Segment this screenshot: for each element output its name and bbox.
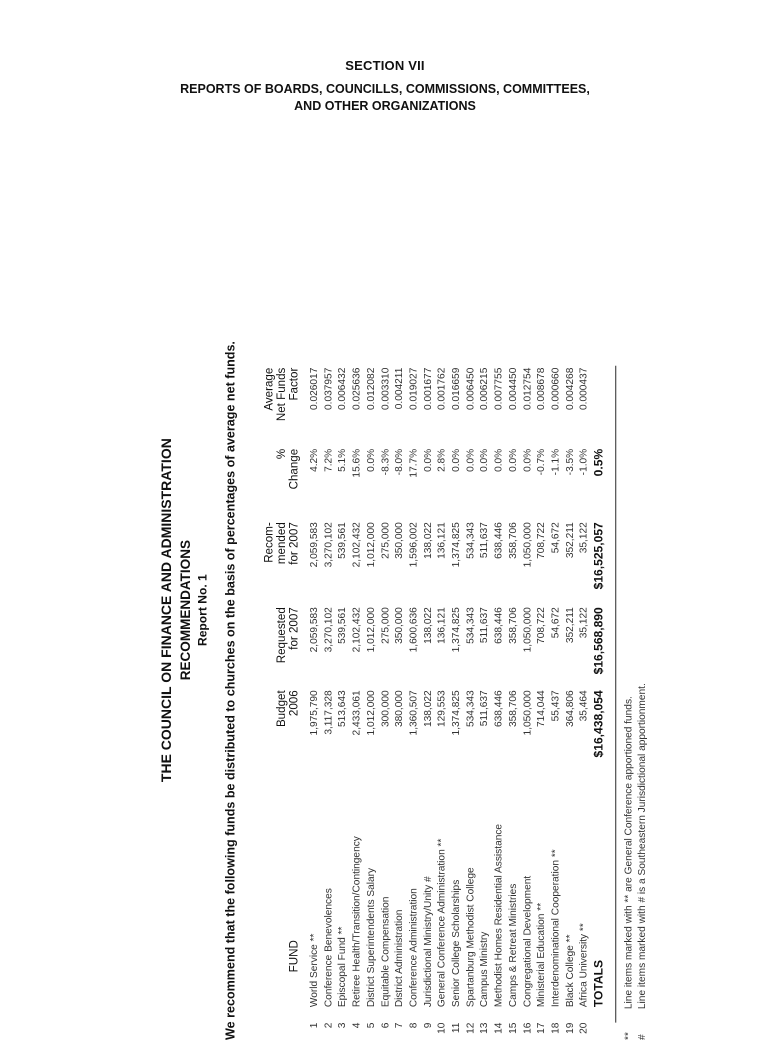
totals-requested: $16,568,890 — [592, 607, 606, 675]
table-row — [450, 354, 464, 1040]
net-funds-factor: 0.019027 — [407, 367, 420, 410]
section-title-line-2: AND OTHER ORGANIZATIONS — [294, 99, 476, 113]
budget-2006: 714,044 — [535, 690, 547, 727]
fund-name: Retiree Health/Transition/Contingency — [350, 836, 363, 1008]
percent-change: -3.5% — [563, 448, 576, 476]
budget-2006: 364,806 — [563, 690, 576, 727]
footnote-text: Line items marked with ** are General Conference apportioned funds. — [623, 696, 635, 1010]
totals-row — [592, 354, 609, 1040]
fund-name: General Conference Administration ** — [435, 838, 448, 1008]
budget-2006: 1,374,825 — [450, 690, 462, 736]
row-number: 2 — [322, 1022, 334, 1029]
header-line: Net Funds — [274, 367, 288, 422]
requested-2007: 358,706 — [506, 607, 519, 644]
table-row — [407, 354, 421, 1040]
recommended-2007: 1,012,000 — [364, 522, 377, 568]
recommended-2007: 1,596,002 — [407, 522, 420, 568]
recommended-2007: 1,050,000 — [521, 522, 533, 568]
table-row — [308, 354, 322, 1040]
recommended-2007: 708,722 — [535, 522, 547, 559]
requested-2007: 136,121 — [435, 607, 448, 644]
table-row — [478, 354, 492, 1040]
budget-2006: 300,000 — [379, 690, 391, 727]
percent-change: -8.3% — [379, 448, 391, 476]
percent-change: 4.2% — [308, 448, 320, 472]
section-number: SECTION VII — [345, 58, 425, 73]
requested-2007: 539,561 — [336, 607, 349, 644]
budget-2006: 1,012,000 — [364, 690, 377, 736]
recommended-2007: 539,561 — [336, 522, 349, 559]
header-line: mended — [274, 522, 288, 565]
fund-name: Camps & Retreat Ministries — [506, 883, 519, 1008]
percent-change: -8.0% — [393, 448, 405, 476]
fund-name: Campus Ministry — [478, 931, 491, 1008]
net-funds-factor: 0.026017 — [308, 367, 320, 410]
percent-change: 0.0% — [492, 448, 505, 472]
column-header-fund: FUND — [286, 940, 301, 973]
net-funds-factor: 0.000660 — [549, 367, 562, 410]
requested-2007: 2,102,432 — [350, 607, 363, 653]
table-row — [549, 354, 563, 1040]
header-line: Factor — [286, 367, 301, 401]
totals-recommended: $16,525,057 — [592, 522, 606, 590]
net-funds-factor: 0.001677 — [421, 367, 434, 410]
budget-2006: 1,360,507 — [407, 690, 420, 736]
budget-2006: 511,637 — [478, 690, 491, 727]
recommended-2007: 534,343 — [464, 522, 476, 559]
requested-2007: 511,637 — [478, 607, 491, 644]
recommended-2007: 350,000 — [393, 522, 405, 559]
table-row — [365, 354, 379, 1040]
percent-change: 7.2% — [322, 448, 334, 472]
header-line: for 2007 — [286, 522, 301, 565]
percent-change: -0.7% — [535, 448, 547, 476]
row-number: 11 — [450, 1022, 462, 1034]
requested-2007: 638,446 — [492, 607, 505, 644]
fund-name: Interdenominational Cooperation ** — [549, 849, 562, 1008]
report-title: THE COUNCIL ON FINANCE AND ADMINISTRATION — [159, 438, 175, 783]
percent-change: 2.8% — [435, 448, 448, 472]
net-funds-factor: 0.004211 — [393, 367, 405, 410]
net-funds-factor: 0.003310 — [379, 367, 391, 410]
budget-2006: 358,706 — [506, 690, 519, 727]
budget-2006: 2,433,061 — [350, 690, 363, 736]
recommended-2007: 35,122 — [577, 522, 590, 554]
requested-2007: 350,000 — [393, 607, 405, 644]
footnote-text: Line items marked with # is a Southeastern Jurisdictional apportionment. — [636, 683, 649, 1010]
fund-name: Jurisdictional Ministry/Unity # — [421, 876, 434, 1008]
report-number: Report No. 1 — [196, 574, 210, 647]
row-number: 18 — [549, 1022, 562, 1034]
table-row — [464, 354, 478, 1040]
fund-name: Conference Benevolences — [322, 888, 334, 1008]
column-header-requested — [275, 607, 300, 677]
requested-2007: 1,050,000 — [521, 607, 533, 653]
recommended-2007: 638,446 — [492, 522, 505, 559]
net-funds-factor: 0.037957 — [322, 367, 334, 410]
table-row — [578, 354, 592, 1040]
header-line: 2006 — [286, 690, 301, 717]
column-header-factor — [263, 368, 301, 438]
recommended-2007: 352,211 — [563, 522, 576, 559]
recommended-2007: 275,000 — [379, 522, 391, 559]
fund-name: Ministerial Education ** — [535, 902, 547, 1008]
net-funds-factor: 0.006215 — [478, 367, 491, 410]
header-line: Recom- — [261, 522, 276, 563]
row-number: 4 — [350, 1022, 363, 1029]
row-number: 20 — [577, 1022, 590, 1034]
row-number: 16 — [521, 1022, 533, 1034]
row-number: 12 — [464, 1022, 476, 1034]
budget-2006: 380,000 — [393, 690, 405, 727]
requested-2007: 35,122 — [577, 607, 590, 639]
recommended-2007: 2,102,432 — [350, 522, 363, 568]
recommended-2007: 1,374,825 — [450, 522, 462, 568]
percent-change: 5.1% — [336, 448, 349, 472]
budget-2006: 3,117,328 — [322, 690, 334, 735]
row-number: 17 — [535, 1022, 547, 1034]
recommended-2007: 54,672 — [549, 522, 562, 554]
net-funds-factor: 0.001762 — [435, 367, 448, 410]
header-line: Change — [286, 448, 301, 490]
recommended-2007: 2,059,583 — [308, 522, 320, 568]
percent-change: 0.0% — [421, 448, 434, 472]
percent-change: 0.0% — [478, 448, 491, 472]
header-line: Budget — [274, 690, 288, 728]
requested-2007: 708,722 — [535, 607, 547, 644]
table-row — [507, 354, 521, 1040]
row-number: 5 — [364, 1022, 377, 1029]
row-number: 19 — [563, 1022, 576, 1034]
budget-2006: 513,643 — [336, 690, 349, 727]
percent-change: 15.6% — [350, 448, 363, 478]
row-number: 1 — [308, 1022, 320, 1029]
net-funds-factor: 0.006450 — [464, 367, 476, 410]
table-row — [422, 354, 436, 1040]
fund-name: Congregational Development — [521, 875, 533, 1008]
rotated-report-page — [140, 180, 720, 1040]
table-row — [521, 354, 535, 1040]
table-row — [336, 354, 350, 1040]
requested-2007: 54,672 — [549, 607, 562, 639]
percent-change: -1.1% — [549, 448, 562, 476]
column-header-change — [275, 449, 300, 509]
table-row — [436, 354, 450, 1040]
table-row — [564, 354, 578, 1040]
percent-change: 0.0% — [364, 448, 377, 472]
fund-name: Methodist Homes Residential Assistance — [492, 823, 505, 1008]
recommended-2007: 138,022 — [421, 522, 434, 559]
budget-2006: 129,553 — [435, 690, 448, 727]
fund-name: Episcopal Fund ** — [336, 926, 349, 1008]
row-number: 15 — [506, 1022, 519, 1034]
header-line: % — [274, 448, 288, 460]
requested-2007: 1,012,000 — [364, 607, 377, 653]
row-number: 10 — [435, 1022, 448, 1034]
budget-2006: 35,464 — [577, 690, 590, 722]
fund-name: Africa University ** — [577, 923, 590, 1008]
net-funds-factor: 0.025636 — [350, 367, 363, 410]
report-subtitle: RECOMMENDATIONS — [177, 540, 194, 681]
requested-2007: 275,000 — [379, 607, 391, 644]
percent-change: 0.0% — [506, 448, 519, 472]
requested-2007: 2,059,583 — [308, 607, 320, 653]
budget-2006: 55,437 — [549, 690, 562, 722]
footnote-symbol: # — [636, 1034, 649, 1040]
fund-name: District Administration — [393, 909, 405, 1008]
fund-name: Equitable Compensation — [379, 896, 391, 1008]
row-number: 14 — [492, 1022, 505, 1034]
fund-name: Black College ** — [563, 934, 576, 1008]
net-funds-factor: 0.008678 — [535, 367, 547, 410]
net-funds-factor: 0.016659 — [450, 367, 462, 410]
totals-budget: $16,438,054 — [592, 690, 606, 758]
percent-change: 0.0% — [464, 448, 476, 472]
fund-name: District Superintendents Salary — [364, 867, 377, 1008]
header-line: Requested — [274, 607, 288, 664]
net-funds-factor: 0.012082 — [364, 367, 377, 410]
percent-change: 0.0% — [521, 448, 533, 472]
row-number: 8 — [407, 1022, 420, 1029]
net-funds-factor: 0.012754 — [521, 367, 533, 410]
column-header-recommended — [263, 522, 301, 592]
recommended-2007: 3,270,102 — [322, 522, 334, 568]
table-row — [535, 354, 549, 1040]
section-title-line-1: REPORTS OF BOARDS, COUNCILLS, COMMISSIONS, COMMITTEES, — [180, 82, 590, 96]
row-number: 3 — [336, 1022, 349, 1029]
percent-change: 17.7% — [407, 448, 420, 478]
table-row — [322, 354, 336, 1040]
recommended-2007: 511,637 — [478, 522, 491, 559]
requested-2007: 1,600,636 — [407, 607, 420, 653]
recommendation-text: We recommend that the following funds be distributed to churches on the basis of percentages of average net funds. — [223, 341, 238, 1040]
fund-name: Senior College Scholarships — [450, 879, 462, 1008]
column-header-budget — [275, 690, 300, 758]
net-funds-factor: 0.004450 — [506, 367, 519, 410]
table-row — [351, 354, 365, 1040]
requested-2007: 534,343 — [464, 607, 476, 644]
budget-2006: 1,975,790 — [308, 690, 320, 736]
footnote-symbol: ** — [623, 1032, 635, 1040]
table-row — [393, 354, 407, 1040]
fund-name: Spartanburg Methodist College — [464, 867, 476, 1008]
row-number: 13 — [478, 1022, 491, 1034]
budget-2006: 1,050,000 — [521, 690, 533, 736]
requested-2007: 352,211 — [563, 607, 576, 644]
requested-2007: 138,022 — [421, 607, 434, 644]
budget-2006: 534,343 — [464, 690, 476, 727]
totals-change: 0.5% — [592, 448, 606, 477]
recommended-2007: 136,121 — [435, 522, 448, 559]
table-row — [493, 354, 507, 1040]
row-number: 7 — [393, 1022, 405, 1029]
requested-2007: 3,270,102 — [322, 607, 334, 653]
row-number: 6 — [379, 1022, 391, 1029]
fund-name: Conference Administration — [407, 888, 420, 1008]
percent-change: -1.0% — [577, 448, 590, 476]
header-line: Average — [261, 367, 276, 411]
fund-name: World Service ** — [308, 933, 320, 1008]
net-funds-factor: 0.006432 — [336, 367, 349, 410]
table-row — [379, 354, 393, 1040]
recommended-2007: 358,706 — [506, 522, 519, 559]
requested-2007: 1,374,825 — [450, 607, 462, 653]
footnote-divider — [615, 366, 616, 1023]
net-funds-factor: 0.000437 — [577, 367, 590, 410]
percent-change: 0.0% — [450, 448, 462, 472]
row-number: 9 — [421, 1022, 434, 1029]
budget-2006: 638,446 — [492, 690, 505, 727]
totals-label: TOTALS — [592, 959, 606, 1008]
net-funds-factor: 0.004268 — [563, 367, 576, 410]
header-line: for 2007 — [286, 607, 301, 650]
net-funds-factor: 0.007755 — [492, 367, 505, 410]
budget-2006: 138,022 — [421, 690, 434, 727]
